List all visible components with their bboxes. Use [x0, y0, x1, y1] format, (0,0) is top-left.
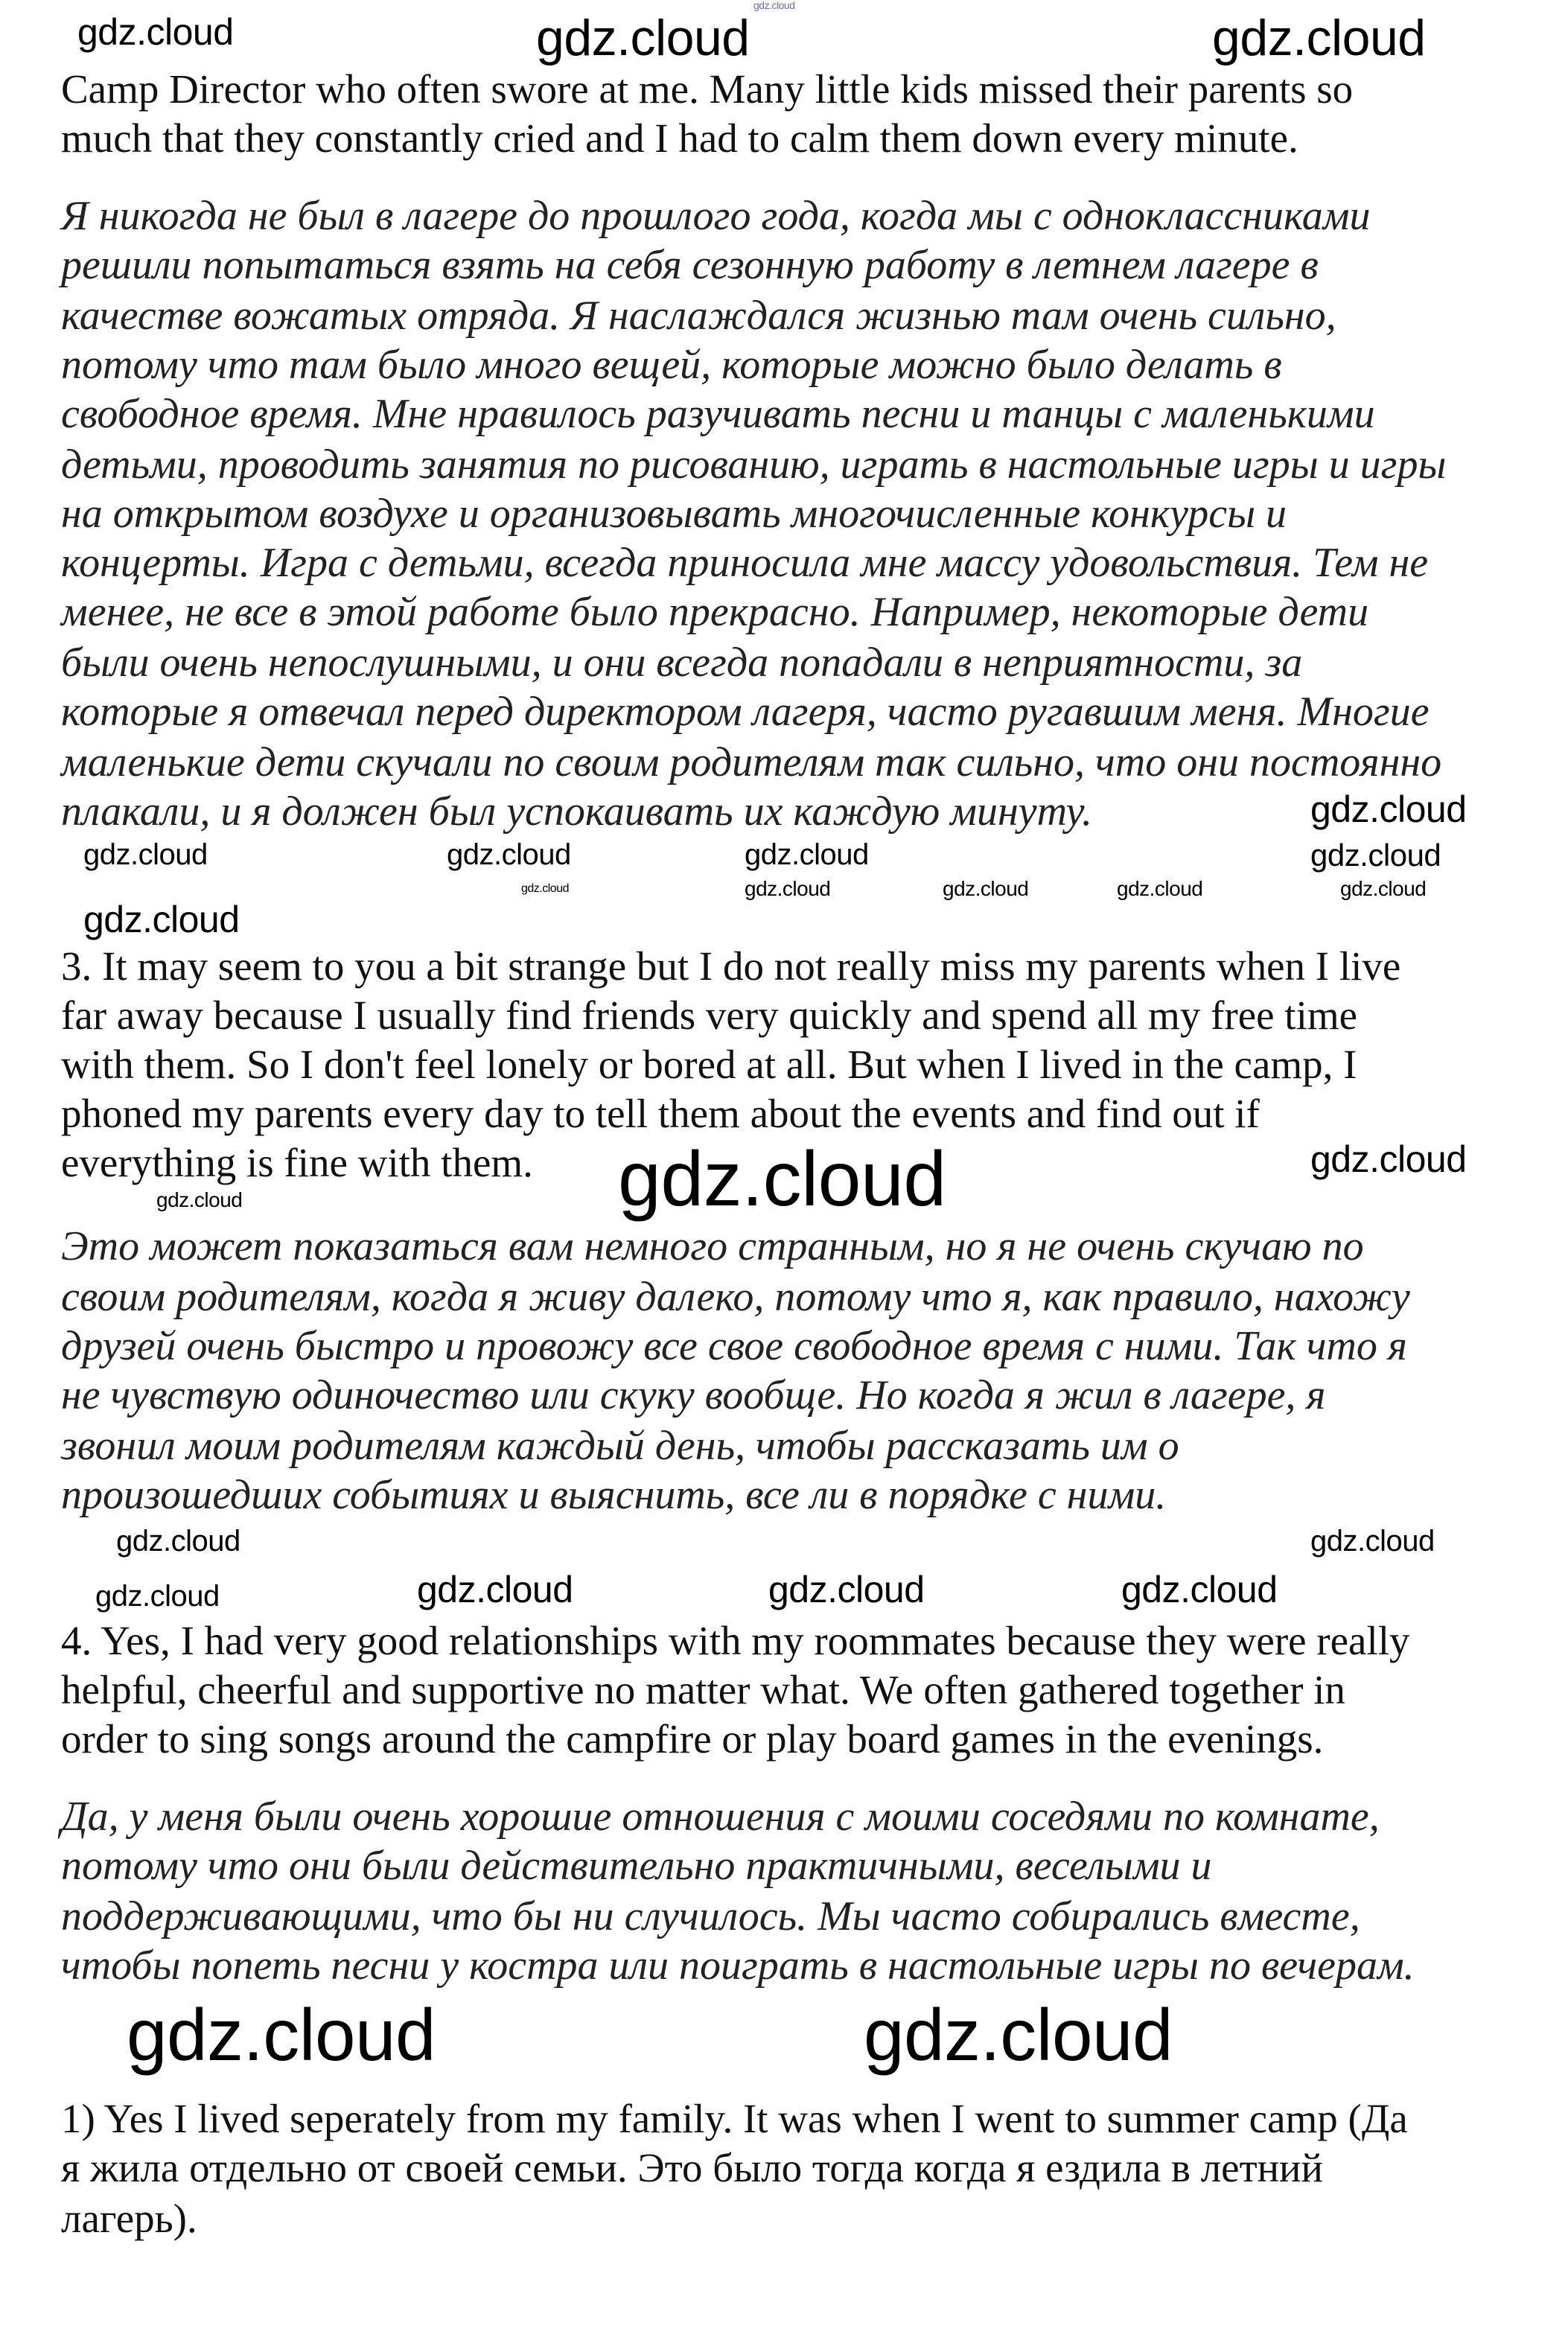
watermark: gdz.cloud [156, 1188, 243, 1211]
watermark: gdz.cloud [753, 0, 795, 11]
text-line: маленькие дети скучали по своим родителям так сильно, что они постоянно [61, 739, 1442, 785]
text-line: менее, не все в этой работе было прекрасно. Например, некоторые дети [61, 589, 1369, 635]
text-line: плакали, и я должен был успокаивать их каждую минуту. [61, 788, 1092, 835]
watermark: gdz.cloud [127, 1994, 436, 2076]
watermark: gdz.cloud [1310, 788, 1467, 830]
text-line: свободное время. Мне нравилось разучивать песни и танцы с маленькими [61, 391, 1375, 437]
watermark: gdz.cloud [95, 1580, 220, 1613]
text-line: чтобы попеть песни у костра или поиграть в настольные игры по вечерам. [61, 1942, 1415, 1989]
text-line: на открытом воздухе и организовывать многочисленные конкурсы и [61, 491, 1287, 537]
watermark: gdz.cloud [864, 1994, 1173, 2076]
text-line: order to sing songs around the campfire or play board games in the evenings. [61, 1716, 1324, 1762]
watermark: gdz.cloud [1117, 877, 1203, 900]
watermark: gdz.cloud [745, 838, 869, 871]
watermark: gdz.cloud [1310, 1525, 1435, 1558]
text-line: качестве вожатых отряда. Я наслаждался жизнью там очень сильно, [61, 293, 1336, 339]
text-line: поддерживающими, что бы ни случилось. Мы часто собирались вместе, [61, 1893, 1360, 1939]
text-line: 1) Yes I lived seperately from my family. It was when I went to summer camp (Да [61, 2096, 1408, 2141]
watermark: gdz.cloud [77, 11, 234, 53]
text-line: были очень непослушными, и они всегда попадали в неприятности, за [61, 640, 1303, 686]
text-line: far away because I usually find friends very quickly and spend all my free time [61, 992, 1358, 1038]
text-line: Да, у меня были очень хорошие отношения с моими соседями по комнате, [61, 1794, 1380, 1840]
text-line: лагерь). [61, 2196, 197, 2241]
text-line: произошедших событиях и выяснить, все ли в порядке с ними. [61, 1472, 1167, 1518]
watermark: gdz.cloud [1310, 838, 1441, 873]
watermark: gdz.cloud [536, 10, 750, 66]
watermark: gdz.cloud [745, 877, 831, 900]
text-line: друзей очень быстро и провожу все свое свободное время с ними. Так что я [61, 1323, 1407, 1369]
text-line: Это может показаться вам немного странным, но я не очень скучаю по [61, 1223, 1364, 1269]
text-line: детьми, проводить занятия по рисованию, играть в настольные игры и игры [61, 442, 1447, 488]
watermark: gdz.cloud [83, 899, 240, 940]
watermark: gdz.cloud [1310, 1138, 1467, 1180]
watermark: gdz.cloud [1340, 877, 1427, 900]
text-line: звонил моим родителям каждый день, чтобы рассказать им о [61, 1423, 1179, 1469]
watermark: gdz.cloud [521, 882, 569, 895]
watermark: gdz.cloud [447, 838, 571, 871]
watermark: gdz.cloud [1121, 1569, 1278, 1610]
watermark: gdz.cloud [943, 877, 1029, 900]
text-line: phoned my parents every day to tell them about the events and find out if [61, 1091, 1260, 1136]
text-line: Camp Director who often swore at me. Many little kids missed their parents so [61, 66, 1354, 112]
text-line: much that they constantly cried and I had to calm them down every minute. [61, 115, 1298, 161]
text-line: которые я отвечал перед директором лагеря, часто ругавшим меня. Многие [61, 689, 1430, 735]
watermark: gdz.cloud [83, 838, 208, 871]
text-line: 3. It may seem to you a bit strange but I do not really miss my parents when I live [61, 943, 1401, 989]
text-line: with them. So I don't feel lonely or bored at all. But when I lived in the camp, I [61, 1042, 1357, 1087]
text-line: helpful, cheerful and supportive no matter what. We often gathered together in [61, 1667, 1345, 1712]
watermark: gdz.cloud [618, 1136, 946, 1223]
watermark: gdz.cloud [417, 1569, 573, 1610]
text-line: своим родителям, когда я живу далеко, потому что я, как правило, нахожу [61, 1274, 1410, 1320]
text-line: потому что там было много вещей, которые можно было делать в [61, 342, 1282, 388]
text-line: everything is fine with them. [61, 1140, 533, 1185]
text-line: я жила отдельно от своей семьи. Это было тогда когда я ездила в летний [61, 2145, 1323, 2190]
watermark: gdz.cloud [768, 1569, 925, 1610]
text-line: концерты. Игра с детьми, всегда приносила мне массу удовольствия. Тем не [61, 540, 1429, 586]
text-line: решили попытаться взять на себя сезонную работу в летнем лагере в [61, 242, 1319, 288]
text-line: не чувствую одиночество или скуку вообще. Но когда я жил в лагере, я [61, 1372, 1326, 1418]
text-line: потому что они были действительно практичными, веселыми и [61, 1843, 1212, 1889]
text-line: Я никогда не был в лагере до прошлого года, когда мы с одноклассниками [61, 193, 1371, 239]
watermark: gdz.cloud [1212, 10, 1426, 66]
text-line: 4. Yes, I had very good relationships with my roommates because they were really [61, 1618, 1410, 1663]
watermark: gdz.cloud [116, 1525, 240, 1558]
